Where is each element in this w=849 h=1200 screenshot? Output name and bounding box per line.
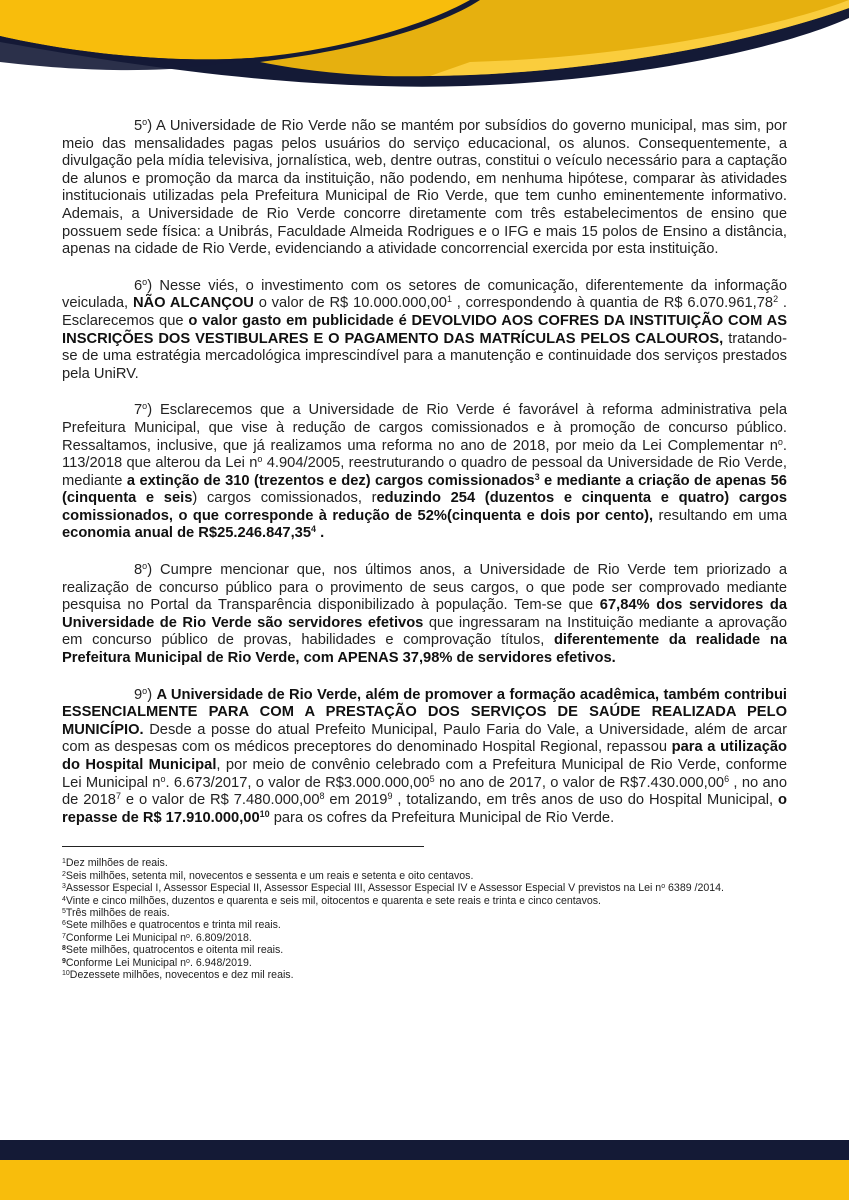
footnote <box>62 957 787 969</box>
text-run: Conforme Lei Municipal n <box>65 956 187 969</box>
superscript: o <box>142 117 148 127</box>
superscript: o <box>142 401 148 412</box>
text-run: . 6.809/2018. <box>189 931 252 944</box>
footnote <box>62 969 787 981</box>
text-run: Dezessete milhões, novecentos e dez mil reais. <box>69 969 294 982</box>
text-run: , no ano de 2018 <box>62 774 787 809</box>
text-run: 6389 /2014. <box>665 882 725 895</box>
superscript: 7 <box>62 932 66 940</box>
text-run: , correspondendo à quantia de R$ 6.070.961,78 <box>451 295 774 312</box>
footnote <box>62 944 787 956</box>
superscript: 3 <box>534 471 540 482</box>
text-run: ) <box>147 686 157 703</box>
text-run: no ano de 2017, o valor de R$7.430.000,00 <box>434 774 725 791</box>
bold-text: o repasse de R$ 17.910.000,00 <box>62 792 787 826</box>
superscript: 2 <box>62 870 66 878</box>
document-body <box>62 118 787 981</box>
text-run: Assessor Especial I, Assessor Especial II, Assessor Especial III, Assessor Especial IV e Assessor Especial V previstos na Lei n <box>65 882 662 895</box>
superscript: 2 <box>773 294 779 305</box>
paragraph-list <box>62 118 787 827</box>
superscript: 5 <box>429 773 435 784</box>
superscript: o <box>186 957 190 965</box>
superscript: o <box>257 454 263 465</box>
text-run: , totalizando, em três anos de uso do Hospital Municipal, <box>392 792 779 809</box>
text-run: que ingressaram na Instituição mediante a aprovação em concurso público de provas, habilidades e comprovação títulos, <box>62 614 787 649</box>
text-run: Desde a posse do atual Prefeito Municipal, Paulo Faria do Vale, a Universidade, além de arcar com as despesas com os médicos preceptores do denominado Hospital Regional, repassou <box>62 721 787 756</box>
text-run: Dez milhões de reais. <box>65 857 168 870</box>
superscript: 4 <box>62 895 66 903</box>
bold-text: e mediante a criação de apenas 56 (cinquenta e seis <box>62 472 787 507</box>
superscript: 6 <box>62 920 66 928</box>
bold-text: eduzindo 254 (duzentos e cinquenta e quatro) cargos comissionados, o que corresponde à redução de 52%(cinquenta e dois por cento), <box>62 490 787 524</box>
text-run: 4.904/2005, reestruturando o quadro de pessoal da Universidade de Rio Verde, mediante <box>62 455 788 489</box>
text-run: 5 <box>134 118 143 134</box>
superscript: 8 <box>319 791 325 802</box>
text-run: Seis milhões, setenta mil, novecentos e sessenta e um reais e setenta e oito centavos. <box>65 869 474 882</box>
superscript: o <box>142 685 148 696</box>
superscript: o <box>186 932 190 940</box>
text-run: 7 <box>134 402 143 419</box>
text-run: . 6.948/2019. <box>189 956 252 969</box>
paragraph <box>62 402 787 543</box>
bold-text: A Universidade de Rio Verde, além de promover a formação acadêmica, também contribui ESSENCIALMENTE PARA COM A PRESTAÇÃO DOS SERVIÇOS DE SAÚDE REALIZADA PELO MUNICÍPIO. <box>62 686 787 738</box>
bold-text: a extinção de 310 (trezentos e dez) cargos comissionados <box>126 472 535 489</box>
text-run: Sete milhões e quatrocentos e trinta mil reais. <box>65 919 281 932</box>
superscript: 6 <box>724 773 730 784</box>
footnote <box>62 857 787 869</box>
text-run: 8 <box>134 562 143 579</box>
text-run: em 2019 <box>324 792 388 809</box>
text-run: para os cofres da Prefeitura Municipal de Rio Verde. <box>269 809 615 826</box>
bold-text: para a utilização do Hospital Municipal <box>62 739 788 773</box>
text-run: Conforme Lei Municipal n <box>65 931 187 944</box>
text-run: tratando-se de uma estratégia mercadológica imprescindível para a manutenção e continuidade dos serviços prestados pela UniRV. <box>62 330 787 382</box>
text-run: resultando em uma <box>653 507 787 524</box>
superscript: o <box>777 436 783 447</box>
text-run: ) A Universidade de Rio Verde não se mantém por subsídios do governo municipal, mas sim, por meio das mensalidades pagas pelos usuários do serviço educacional, os alunos. Consequentemente, a divulgação pela mídia televisiva, jornalística, web, dentre outras, constitui o veículo necessário para a captação de alunos e promoção da marca da instituição, não podendo, em nenhuma hipótese, comparar às atividades institucionais utilizadas pela Prefeitura Municipal de Rio Verde, que tem cunho eminentemente informativo. Ademais, a Universidade de Rio Verde concorre diretamente com três estabelecimentos de ensino que possuem sede física: a Unibrás, Faculdade Almeida Rodrigues e o IFG e mais 15 polos de Ensino a distância, apenas na cidade de Rio Verde, evidenciando a atividade concorrencial exercida por esta instituição. <box>62 118 787 258</box>
text-run: Três milhões de reais. <box>65 907 170 919</box>
text-run: ) Esclarecemos que a Universidade de Rio Verde é favorável à reforma administrativa pela Prefeitura Municipal, que vise à redução de cargos comissionados e à promoção de concurso público. Ressaltamos, inclusive, que já realizamos uma reforma no ano de 2018, por meio da Lei Complementar n <box>62 402 787 454</box>
bold-text: o valor gasto em publicidade é DEVOLVIDO AOS COFRES DA INSTITUIÇÃO COM AS INSCRIÇÕES DOS VESTIBULARES E O PAGAMENTO DAS MATRÍCULAS PELOS CALOUROS, <box>62 312 787 347</box>
footnote <box>62 882 787 894</box>
superscript: 8 <box>62 945 66 953</box>
superscript: o <box>142 276 148 287</box>
text-run: Sete milhões, quatrocentos e oitenta mil reais. <box>65 944 284 957</box>
paragraph <box>62 278 787 384</box>
paragraph <box>62 687 787 828</box>
footnote <box>62 919 787 931</box>
superscript: 9 <box>62 957 66 965</box>
text-run: ) Nesse viés, o investimento com os setores de comunicação, diferentemente da informação veiculada, <box>62 277 787 312</box>
superscript: 10 <box>259 808 270 819</box>
superscript: 1 <box>446 294 452 305</box>
superscript: 9 <box>387 791 393 802</box>
text-run: . 6.673/2017, o valor de R$3.000.000,00 <box>165 774 430 791</box>
superscript: o <box>160 773 166 784</box>
text-run: 9 <box>134 686 143 703</box>
footnote <box>62 907 787 919</box>
bold-text: 67,84% dos servidores da Universidade de Rio Verde são servidores efetivos <box>62 597 787 631</box>
footnote-list <box>62 857 787 981</box>
text-run: . Esclarecemos que <box>62 295 787 329</box>
superscript: 3 <box>62 883 66 891</box>
footnote <box>62 870 787 882</box>
text-run: e o valor de R$ 7.480.000,00 <box>120 792 320 809</box>
text-run: Vinte e cinco milhões, duzentos e quarenta e seis mil, oitocentos e quarenta e sete reais e trinta e cinco centavos. <box>65 894 602 907</box>
superscript: 10 <box>62 970 70 978</box>
text-run: o valor de R$ 10.000.000,00 <box>253 295 447 312</box>
footnote <box>62 895 787 907</box>
header-decoration <box>0 0 849 100</box>
footnote <box>62 932 787 944</box>
superscript: o <box>661 883 666 891</box>
bold-text: NÃO ALCANÇOU <box>132 295 254 312</box>
text-run: ) Cumpre mencionar que, nos últimos anos, a Universidade de Rio Verde tem priorizado a realização de concurso público para o provimento de seus cargos, o que pode ser comprovado mediante pesquisa no Portal da Transparência disponibilizado à população. Tem-se que <box>62 562 787 614</box>
paragraph <box>62 118 787 259</box>
superscript: 1 <box>62 858 66 866</box>
bold-text: economia anual de R$25.246.847,35 <box>62 525 312 542</box>
text-run: . 113/2018 que alterou da Lei n <box>62 437 787 472</box>
text-run: ) cargos comissionados, r <box>192 490 377 507</box>
bold-text: diferentemente da realidade na Prefeitura Municipal de Rio Verde, com APENAS 37,98% de servidores efetivos. <box>62 632 787 667</box>
superscript: o <box>142 561 148 572</box>
superscript: 5 <box>62 908 66 915</box>
bold-text: . <box>316 525 325 542</box>
text-run: 6 <box>134 277 143 294</box>
text-run: , por meio de convênio celebrado com a Prefeitura Municipal de Rio Verde, conforme Lei Municipal n <box>62 757 787 791</box>
superscript: 4 <box>311 524 317 535</box>
footnote-separator <box>62 846 424 847</box>
footer-decoration <box>0 1140 849 1200</box>
superscript: 7 <box>115 791 121 802</box>
paragraph <box>62 562 787 668</box>
